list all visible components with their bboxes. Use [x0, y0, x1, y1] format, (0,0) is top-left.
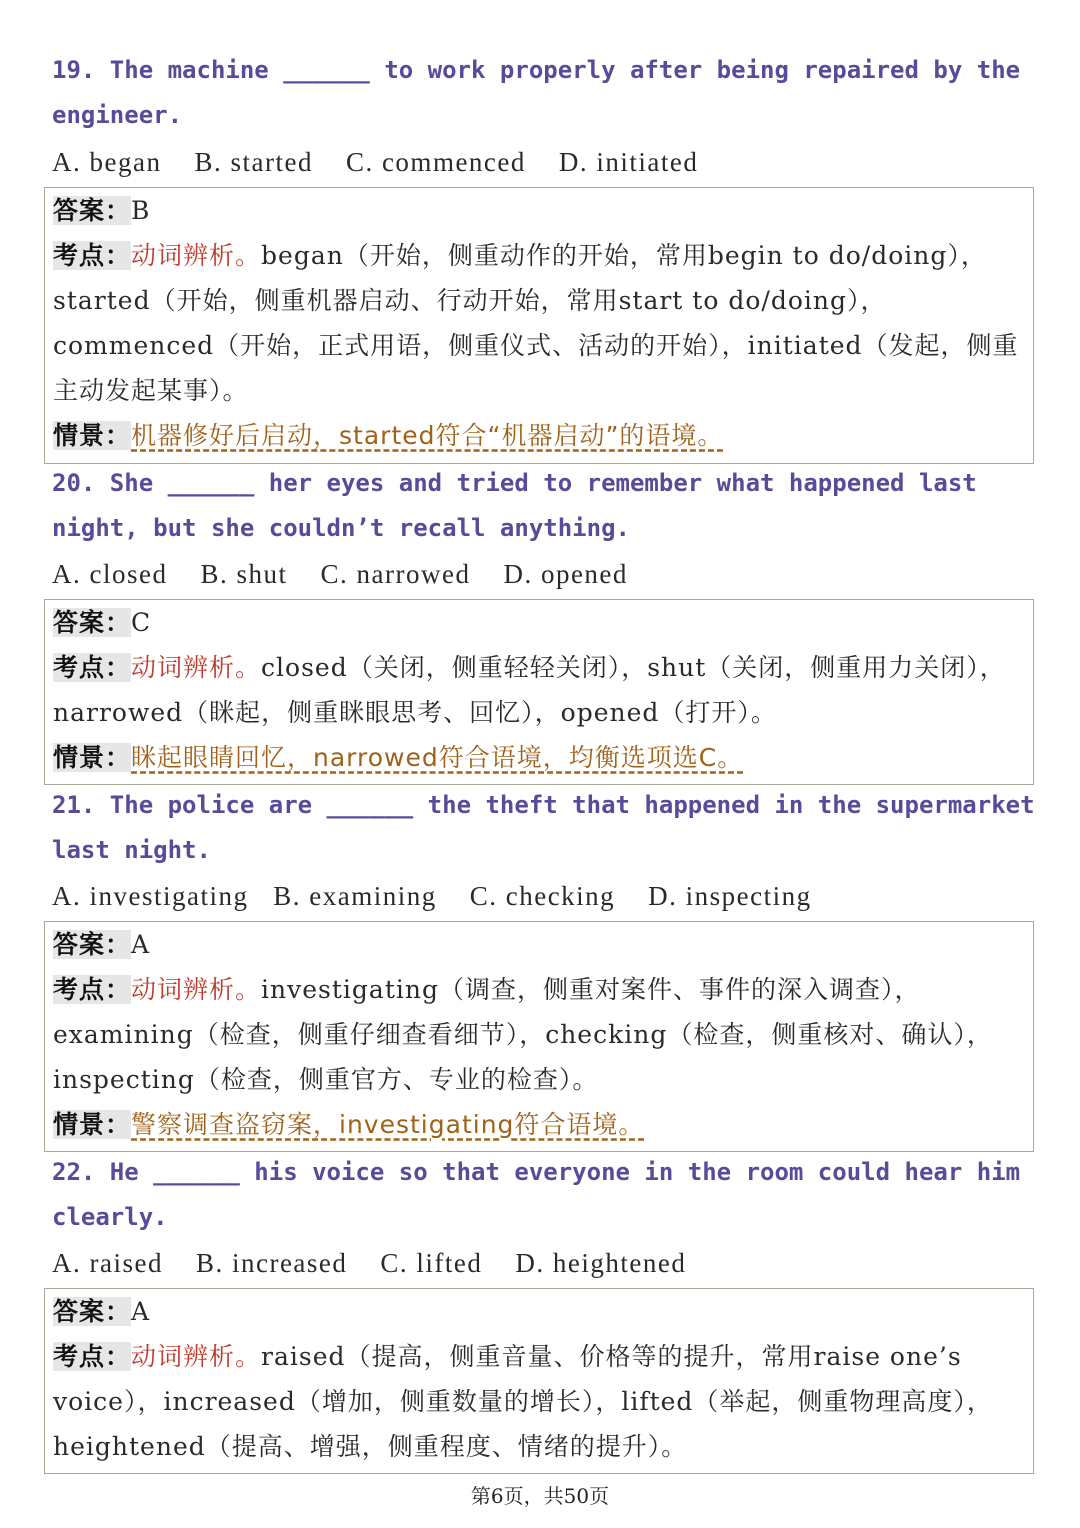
question-options: A. investigating B. examining C. checking D. inspecting	[52, 881, 812, 911]
point-text: raised（提高，侧重音量、价格等的提升，常用raise one’s voice），increased（增加，侧重数量的增长），lifted（举起，侧重物理高度），heightened（提高、增强，侧重程度、情绪的提升）。	[53, 1342, 993, 1461]
answer-line	[53, 600, 1025, 645]
point-line	[53, 645, 1025, 735]
point-line	[53, 1334, 1025, 1469]
scene-text: 警察调查盗窃案，investigating符合语境。	[131, 1110, 645, 1139]
scene-label: 情景：	[53, 421, 132, 450]
page-footer: 第6页，共50页	[470, 1484, 610, 1508]
question-options: A. raised B. increased C. lifted D. heightened	[52, 1248, 687, 1278]
scene-line	[53, 1102, 1025, 1147]
answer-box	[44, 599, 1034, 785]
answer-value: B	[131, 196, 151, 225]
point-label: 考点：	[53, 241, 132, 270]
answer-label: 答案：	[53, 196, 132, 225]
answer-box	[44, 921, 1034, 1152]
scene-label: 情景：	[53, 1110, 132, 1139]
point-topic: 动词辨析。	[131, 241, 262, 270]
answer-value: A	[131, 1297, 151, 1326]
question-options: A. began B. started C. commenced D. initiated	[52, 147, 699, 177]
answer-box	[44, 1288, 1034, 1474]
scene-line	[53, 413, 1025, 458]
answer-label: 答案：	[53, 608, 132, 637]
point-line	[53, 233, 1025, 413]
scene-text: 眯起眼睛回忆，narrowed符合语境，均衡选项选C。	[131, 743, 744, 772]
answer-label: 答案：	[53, 1297, 132, 1326]
answer-line	[53, 1289, 1025, 1334]
scene-label: 情景：	[53, 743, 132, 772]
point-topic: 动词辨析。	[131, 1342, 262, 1371]
answer-label: 答案：	[53, 930, 132, 959]
answer-box	[44, 187, 1034, 464]
point-label: 考点：	[53, 653, 132, 682]
scene-line	[53, 735, 1025, 780]
point-text: began（开始，侧重动作的开始，常用begin to do/doing），started（开始，侧重机器启动、行动开始，常用start to do/doing），commenced（开始，正式用语，侧重仪式、活动的开始），initiated（发起，侧重主动发起某事）。	[53, 241, 1019, 405]
answer-value: C	[131, 608, 152, 637]
point-line	[53, 967, 1025, 1102]
question-options: A. closed B. shut C. narrowed D. opened	[52, 559, 628, 589]
point-text: investigating（调查，侧重对案件、事件的深入调查），examining（检查，侧重仔细查看细节），checking（检查，侧重核对、确认），inspecting（检查，侧重官方、专业的检查）。	[53, 975, 993, 1094]
point-label: 考点：	[53, 975, 132, 1004]
question-stem: 22. He ______ his voice so that everyone in the room could hear him clearly.	[52, 1158, 1035, 1231]
point-topic: 动词辨析。	[131, 975, 262, 1004]
answer-line	[53, 922, 1025, 967]
point-text: closed（关闭，侧重轻轻关闭），shut（关闭，侧重用力关闭），narrowed（眯起，侧重眯眼思考、回忆），opened（打开）。	[53, 653, 1006, 727]
answer-value: A	[131, 930, 151, 959]
answer-line	[53, 188, 1025, 233]
question-stem: 20. She ______ her eyes and tried to remember what happened last night, but she couldn’t recall anything.	[52, 469, 992, 542]
question-stem: 19. The machine ______ to work properly after being repaired by the engineer.	[52, 56, 1035, 129]
scene-text: 机器修好后启动，started符合“机器启动”的语境。	[131, 421, 724, 450]
point-label: 考点：	[53, 1342, 132, 1371]
point-topic: 动词辨析。	[131, 653, 262, 682]
question-stem: 21. The police are ______ the theft that happened in the supermarket last night.	[52, 791, 1049, 864]
